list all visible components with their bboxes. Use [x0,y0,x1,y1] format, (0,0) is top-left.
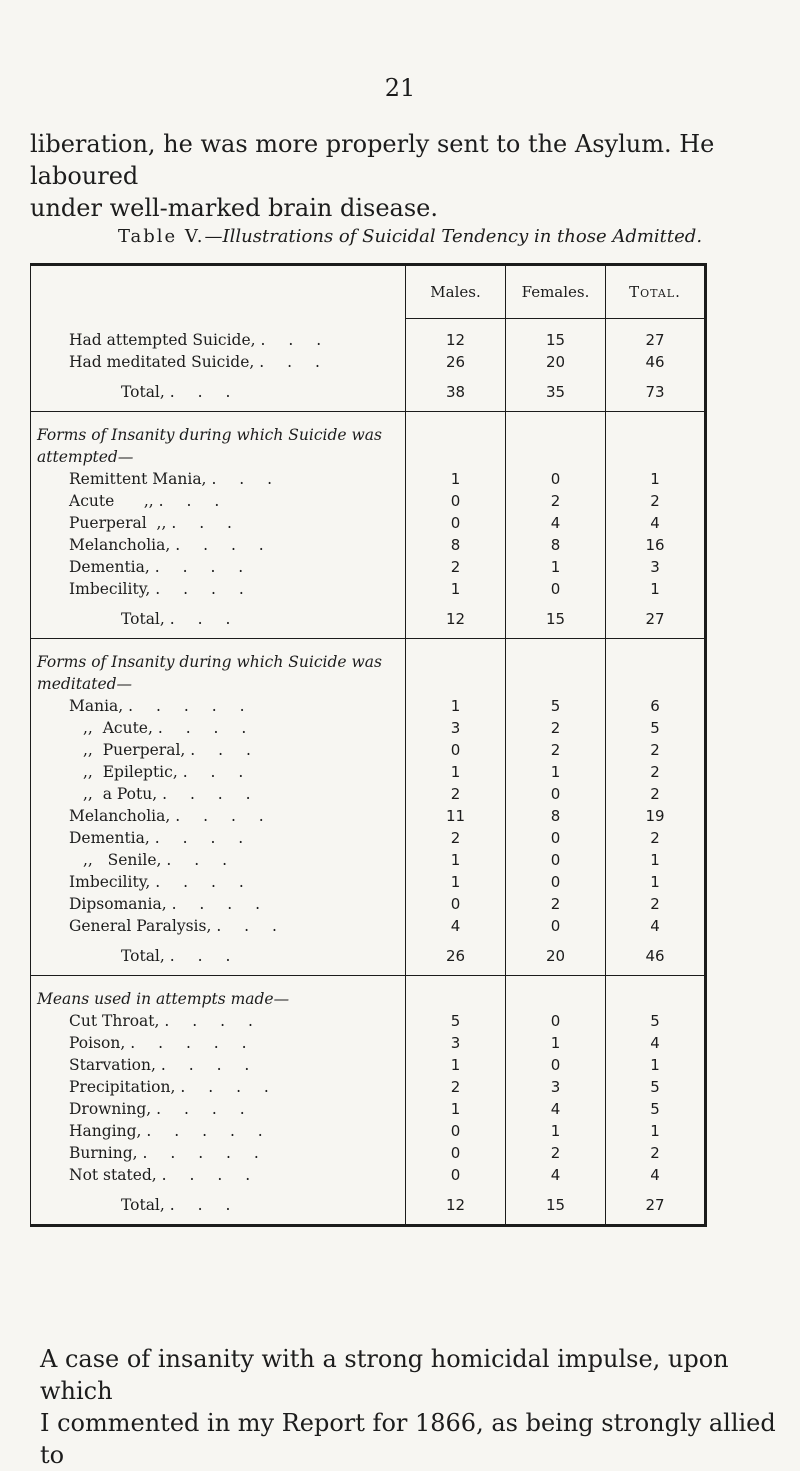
row-label: Not stated, [69,1166,157,1184]
females-cell: 8 [506,805,606,827]
header-females: Females. [506,265,606,319]
row-label-cell [31,739,406,761]
males-cell: 2 [406,1076,506,1098]
total-row [31,600,706,639]
females-cell: 4 [506,512,606,534]
leader-dots: . . . [260,330,331,349]
males-cell: 26 [406,937,506,976]
total-cell: 2 [606,490,706,512]
leader-dots: . . . . [155,873,253,891]
males-cell: 0 [406,1142,506,1164]
total-cell: 2 [606,783,706,805]
total-cell: 2 [606,1142,706,1164]
table-row [31,468,706,490]
section-heading: Forms of Insanity during which Suicide was meditated— [37,653,382,693]
row-label-cell [31,512,406,534]
table-row [31,1076,706,1098]
females-cell: 1 [506,1120,606,1142]
table-row [31,578,706,600]
leader-dots: . . . [171,514,241,532]
row-label: Total, [121,383,165,401]
females-cell: 1 [506,761,606,783]
table-row [31,1164,706,1186]
males-cell: 1 [406,871,506,893]
males-cell: 0 [406,512,506,534]
total-label-cell [31,600,406,639]
row-label-cell [31,1142,406,1164]
row-label: Total, [121,947,165,965]
females-cell: 8 [506,534,606,556]
males-cell: 0 [406,1120,506,1142]
total-row [31,937,706,976]
total-cell: 2 [606,827,706,849]
row-label: ,, Puerperal, [83,741,186,759]
table-caption-label: Table V. [117,226,205,247]
row-label: Imbecility, [69,873,151,891]
total-cell: 5 [606,1098,706,1120]
row-label-cell [31,871,406,893]
males-cell: 1 [406,849,506,871]
table-row [31,761,706,783]
males-cell: 1 [406,761,506,783]
males-cell: 12 [406,1186,506,1226]
females-cell: 3 [506,1076,606,1098]
row-label: General Paralysis, [69,917,212,935]
leader-dots: . . . . . [128,697,254,715]
leader-dots: . . . . [180,1078,278,1096]
males-cell: 1 [406,695,506,717]
total-cell: 5 [606,1076,706,1098]
row-label: Had meditated Suicide, [69,353,255,371]
header-total: Total. [606,265,706,319]
row-label-cell [31,1076,406,1098]
row-label-cell [31,827,406,849]
males-cell: 0 [406,893,506,915]
total-cell: 1 [606,1054,706,1076]
row-label: Burning, [69,1144,138,1162]
total-cell: 3 [606,556,706,578]
table-row [31,827,706,849]
table-row [31,893,706,915]
table-row [31,319,706,352]
row-label: Cut Throat, [69,1012,160,1030]
row-label: Remittent Mania, [69,470,207,488]
table-row [31,534,706,556]
total-cell: 1 [606,468,706,490]
row-label: Acute ,, [69,492,154,510]
total-cell: 2 [606,761,706,783]
total-cell: 2 [606,739,706,761]
males-cell: 1 [406,1054,506,1076]
table-row [31,915,706,937]
row-label-cell [31,1054,406,1076]
leader-dots: . . . . [154,829,253,847]
males-cell: 0 [406,1164,506,1186]
females-cell: 0 [506,783,606,805]
row-label: Dipsomania, [69,895,167,913]
males-cell: 4 [406,915,506,937]
total-cell: 5 [606,717,706,739]
leader-dots: . . . . [164,1012,262,1030]
females-cell: 0 [506,915,606,937]
row-label-cell [31,695,406,717]
leader-dots: . . . [211,470,282,488]
leader-dots: . . . [190,741,260,759]
row-label-cell [31,1010,406,1032]
row-label: Total, [121,610,165,628]
section-heading-row [31,412,706,469]
table-header-row [31,265,706,319]
row-label: Hanging, [69,1122,142,1140]
table-row [31,1032,706,1054]
total-row [31,1186,706,1226]
section-heading-row [31,639,706,696]
empty-cell [506,412,606,469]
intro-paragraph [30,128,790,224]
total-cell: 46 [606,937,706,976]
row-label-cell [31,319,406,352]
males-cell: 0 [406,490,506,512]
females-cell: 0 [506,871,606,893]
row-label-cell [31,893,406,915]
total-label-cell [31,373,406,412]
males-cell: 3 [406,717,506,739]
leader-dots: . . . [169,610,240,628]
males-cell: 1 [406,468,506,490]
row-label: ,, Epileptic, [83,763,178,781]
empty-cell [606,412,706,469]
females-cell: 2 [506,490,606,512]
females-cell: 35 [506,373,606,412]
leader-dots: . . . [169,947,240,965]
males-cell: 1 [406,578,506,600]
total-cell: 4 [606,1164,706,1186]
row-label-cell [31,1098,406,1120]
leader-dots: . . . . . [142,1144,268,1162]
table-row [31,490,706,512]
row-label-cell [31,490,406,512]
table-caption-dash: — [204,226,223,247]
row-label-cell [31,849,406,871]
table-row [31,695,706,717]
leader-dots: . . . . [175,536,273,554]
females-cell: 20 [506,937,606,976]
males-cell: 11 [406,805,506,827]
leader-dots: . . . [216,917,286,935]
total-cell: 4 [606,512,706,534]
table-row [31,1142,706,1164]
section-heading: Means used in attempts made— [37,990,290,1008]
females-cell: 0 [506,827,606,849]
females-cell: 2 [506,1142,606,1164]
leader-dots: . . . . [155,580,253,598]
total-label-cell [31,1186,406,1226]
total-cell: 19 [606,805,706,827]
females-cell: 0 [506,578,606,600]
row-label-cell [31,351,406,373]
males-cell: 1 [406,1098,506,1120]
table-row [31,783,706,805]
row-label-cell [31,761,406,783]
row-label-cell [31,1120,406,1142]
table-row [31,739,706,761]
females-cell: 2 [506,739,606,761]
males-cell: 2 [406,827,506,849]
header-males: Males. [406,265,506,319]
total-cell: 1 [606,871,706,893]
table-body [31,319,706,1226]
leader-dots: . . . . [160,1056,259,1074]
total-row [31,373,706,412]
row-label-cell [31,1032,406,1054]
total-cell: 4 [606,1032,706,1054]
females-cell: 15 [506,600,606,639]
total-cell: 1 [606,1120,706,1142]
total-cell: 1 [606,578,706,600]
section-heading: Forms of Insanity during which Suicide was attempted— [37,426,382,466]
total-label-cell [31,937,406,976]
total-cell: 2 [606,893,706,915]
row-label: ,, a Potu, [83,785,158,803]
row-label: ,, Senile, [83,851,162,869]
page-number: 21 [384,74,416,102]
table-row [31,556,706,578]
males-cell: 26 [406,351,506,373]
males-cell: 2 [406,783,506,805]
leader-dots: . . . [169,1196,240,1214]
row-label: Imbecility, [69,580,151,598]
header-blank [31,265,406,319]
females-cell: 0 [506,468,606,490]
empty-cell [406,976,506,1011]
males-cell: 2 [406,556,506,578]
males-cell: 5 [406,1010,506,1032]
row-label: Mania, [69,697,124,715]
row-label: Had attempted Suicide, [69,330,256,349]
section-heading-row [31,976,706,1011]
row-label: Melancholia, [69,807,171,825]
females-cell: 1 [506,1032,606,1054]
leader-dots: . . . . [156,1100,254,1118]
row-label: Precipitation, [69,1078,176,1096]
males-cell: 38 [406,373,506,412]
row-label: Puerperal ,, [69,514,167,532]
closing-line: I commented in my Report for 1866, as being strongly allied to [40,1409,776,1469]
row-label: Dementia, [69,829,150,847]
females-cell: 0 [506,849,606,871]
females-cell: 0 [506,1054,606,1076]
empty-cell [506,976,606,1011]
row-label-cell [31,468,406,490]
leader-dots: . . . . [162,785,260,803]
table-row [31,1120,706,1142]
leader-dots: . . . [169,383,240,401]
males-cell: 0 [406,739,506,761]
females-cell: 5 [506,695,606,717]
total-cell: 46 [606,351,706,373]
males-cell: 12 [406,319,506,352]
row-label: Dementia, [69,558,150,576]
females-cell: 20 [506,351,606,373]
total-cell: 27 [606,319,706,352]
row-label: Total, [121,1196,165,1214]
leader-dots: . . . . [161,1166,260,1184]
total-cell: 73 [606,373,706,412]
females-cell: 1 [506,556,606,578]
intro-line: under well-marked brain disease. [30,194,438,222]
empty-cell [406,412,506,469]
total-cell: 27 [606,600,706,639]
closing-line: A case of insanity with a strong homicidal impulse, upon which [40,1345,729,1405]
row-label-cell [31,717,406,739]
table-row [31,351,706,373]
females-cell: 2 [506,893,606,915]
empty-cell [406,639,506,696]
suicidal-tendency-table [30,263,707,1227]
table-row [31,1010,706,1032]
males-cell: 8 [406,534,506,556]
closing-paragraph [40,1343,795,1471]
row-label: Melancholia, [69,536,171,554]
empty-cell [506,639,606,696]
total-cell: 4 [606,915,706,937]
row-label: Drowning, [69,1100,152,1118]
row-label-cell [31,805,406,827]
row-label-cell [31,915,406,937]
leader-dots: . . . . . [146,1122,272,1140]
row-label-cell [31,578,406,600]
females-cell: 15 [506,319,606,352]
leader-dots: . . . . . [130,1034,256,1052]
table-row [31,1054,706,1076]
females-cell: 4 [506,1164,606,1186]
row-label-cell [31,534,406,556]
row-label: Poison, [69,1034,126,1052]
table-caption-title: Illustrations of Suicidal Tendency in those Admitted. [222,226,703,247]
leader-dots: . . . . [154,558,253,576]
row-label-cell [31,556,406,578]
intro-line: liberation, he was more properly sent to the Asylum. He laboured [30,130,715,190]
row-label-cell [31,783,406,805]
table-row [31,717,706,739]
total-cell: 1 [606,849,706,871]
leader-dots: . . . [182,763,253,781]
table-row [31,805,706,827]
table-row [31,512,706,534]
total-cell: 27 [606,1186,706,1226]
table-row [31,871,706,893]
leader-dots: . . . . [171,895,270,913]
leader-dots: . . . . [157,719,256,737]
empty-cell [606,976,706,1011]
females-cell: 15 [506,1186,606,1226]
total-cell: 5 [606,1010,706,1032]
table-caption [30,226,790,247]
row-label-cell [31,1164,406,1186]
females-cell: 2 [506,717,606,739]
total-cell: 6 [606,695,706,717]
table-row [31,1098,706,1120]
males-cell: 12 [406,600,506,639]
empty-cell [606,639,706,696]
females-cell: 0 [506,1010,606,1032]
males-cell: 3 [406,1032,506,1054]
total-cell: 16 [606,534,706,556]
females-cell: 4 [506,1098,606,1120]
table-row [31,849,706,871]
leader-dots: . . . [259,353,329,371]
leader-dots: . . . [166,851,237,869]
leader-dots: . . . [158,492,229,510]
row-label: Starvation, [69,1056,156,1074]
row-label: ,, Acute, [83,719,153,737]
leader-dots: . . . . [175,807,273,825]
